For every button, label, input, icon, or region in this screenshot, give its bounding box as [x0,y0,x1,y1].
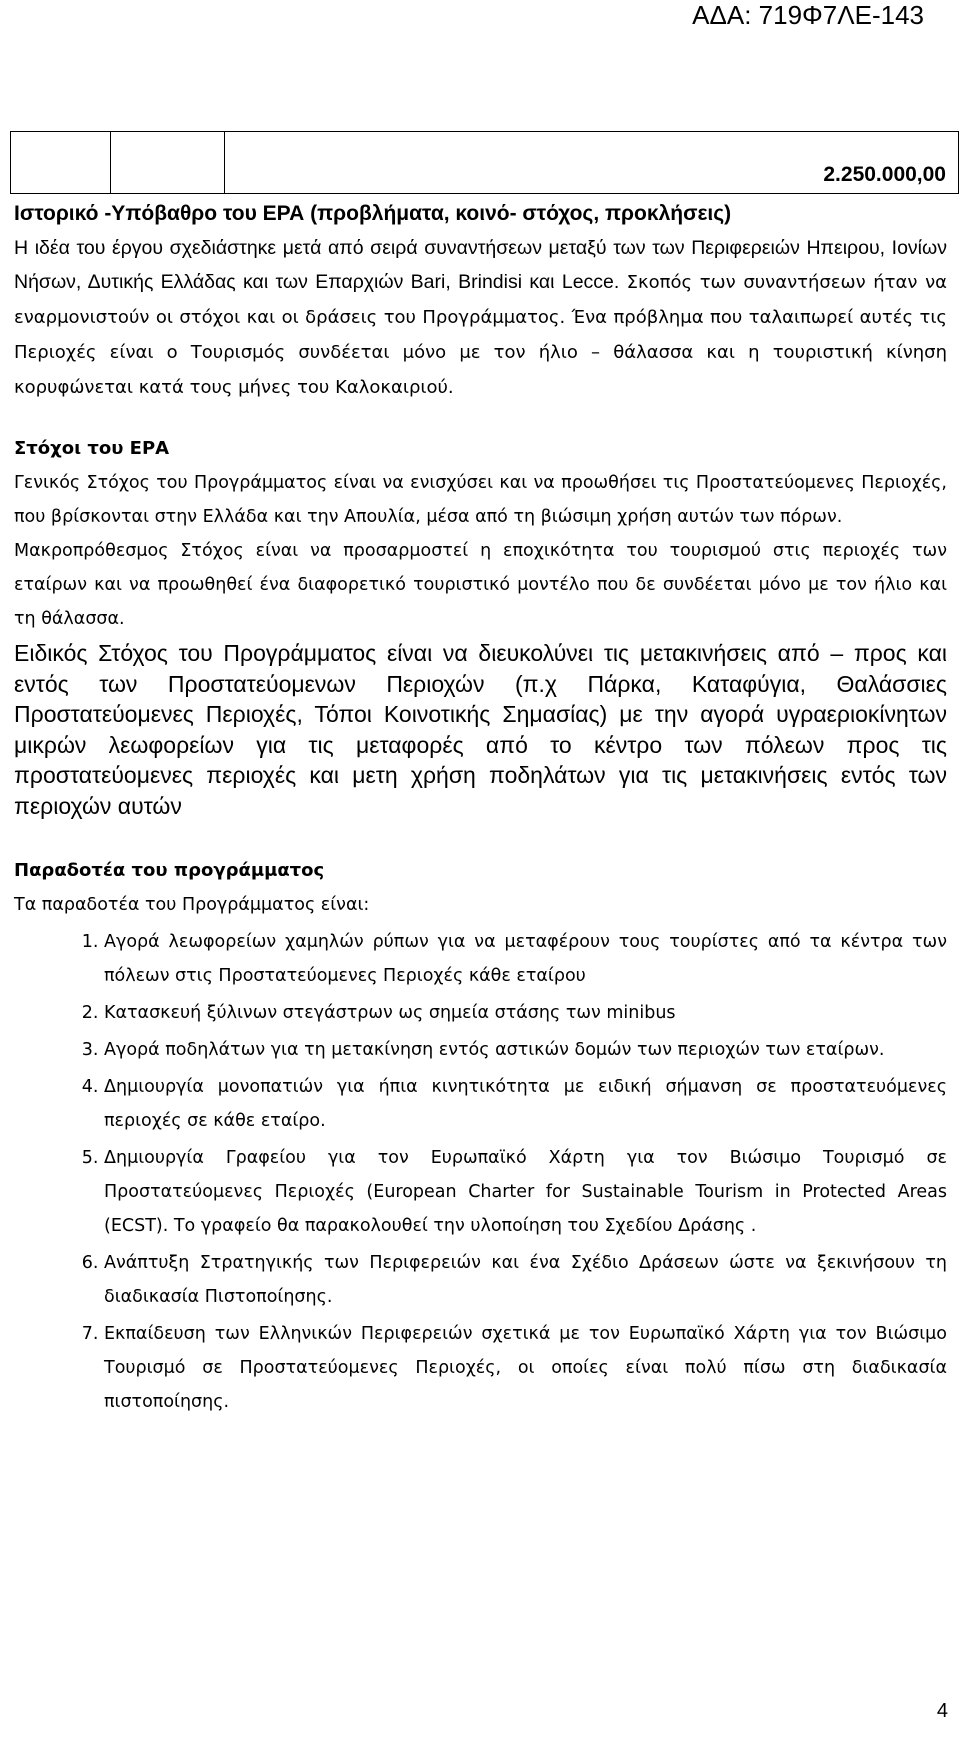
background-text-2: Σκοπός των συναντήσεων ήταν να εναρμονιστούν οι στόχοι και οι δράσεις του Προγράμματος. Ένα πρόβλημα που ταλαιπωρεί αυτές τις Περιοχές είναι ο Τουρισμός συνδέεται μόνο με τον ήλιο – θάλασσα και η τουριστική κίνηση κορυφώνεται κατά τους μήνες του Καλοκαιριού. [14,272,948,398]
list-item: 6. Ανάπτυξη Στρατηγικής των Περιφερειών και ένα Σχέδιο Δράσεων ώστε να ξεκινήσουν τη διαδικασία Πιστοποίησης. [104,1246,947,1314]
table-cell-empty-1 [11,132,111,193]
deliverables-intro: Τα παραδοτέα του Προγράμματος είναι: [14,895,370,915]
general-goal: Γενικός Στόχος του Προγράμματος είναι να ενισχύσει και να προωθήσει τις Προστατεύομενες Περιοχές, που βρίσκονται στην Ελλάδα και την Απουλία, μέσα από τη βιώσιμη χρήση αυτών των πόρων. [14,473,947,527]
budget-table-row [10,131,959,194]
budget-amount: 2.250.000,00 [823,163,946,186]
background-paragraph [14,231,947,405]
table-cell-empty-2 [110,132,225,193]
deliverables-list [14,925,947,1419]
page-number: 4 [936,1700,948,1722]
background-text-1: Η ιδέα του έργου σχεδιάστηκε μετά από σειρά συναντήσεων μεταξύ των των Περιφερειών Ηπειρου, Ιονίων Νήσων, Δυτικής Ελλάδας και των Επαρχιών Bari, Brindisi και Lecce. [14,237,947,293]
list-item: 2. Κατασκευή ξύλινων στεγάστρων ως σημεία στάσης των minibus [104,996,947,1030]
list-item: 7. Εκπαίδευση των Ελληνικών Περιφερειών σχετικά με τον Ευρωπαϊκό Χάρτη για τον Βιώσιμο Τουρισμό σε Προστατεύομενες Περιοχές, οι οποίες είναι πολύ πίσω στη διαδικασία πιστοποίησης. [104,1317,947,1419]
background-title: Ιστορικό -Υπόβαθρο του ΕΡΑ (προβλήματα, κοινό- στόχος, προκλήσεις) [14,202,732,225]
goals-title: Στόχοι του ΕΡΑ [14,438,170,459]
list-item: 4. Δημιουργία μονοπατιών για ήπια κινητικότητα με ειδική σήμανση σε προστατευόμενες περιοχές σε κάθε εταίρο. [104,1070,947,1138]
list-item: 3. Αγορά ποδηλάτων για τη μετακίνηση εντός αστικών δομών των περιοχών των εταίρων. [104,1033,947,1067]
list-item: 1. Αγορά λεωφορείων χαμηλών ρύπων για να μεταφέρουν τους τουρίστες από τα κέντρα των πόλεων στις Προστατεύομενες Περιοχές κάθε εταίρου [104,925,947,993]
long-term-goal: Μακροπρόθεσμος Στόχος είναι να προσαρμοστεί η εποχικότητα του τουρισμού στις περιοχές των εταίρων και να προωθηθεί ένα διαφορετικό τουριστικό μοντέλο που δε συνδέεται μόνο με τον ήλιο και τη θάλασσα. [14,541,947,629]
deliverables-title: Παραδοτέα του προγράμματος [14,860,325,881]
list-item: 5. Δημιουργία Γραφείου για τον Ευρωπαϊκό Χάρτη για τον Βιώσιμο Τουρισμό σε Προστατεύομενες Περιοχές (European Charter for Sustainable Tourism in Protected Areas (ECST). Το γραφείο θα παρακολουθεί την υλοποίηση του Σχεδίου Δράσης . [104,1141,947,1243]
document-body [14,199,947,1422]
ada-code: ΑΔΑ: 719Φ7ΛΕ-143 [692,0,924,30]
specific-goal: Ειδικός Στόχος του Προγράμματος είναι να διευκολύνει τις μετακινήσεις από – προς και εντός των Προστατεύομενων Περιοχών (π.χ Πάρκα, Καταφύγια, Θαλάσσιες Προστατεύομενες Περιοχές, Τόποι Κοινοτικής Σημασίας) με την αγορά υγραεριοκίνητων μικρών λεωφορείων για τις μεταφορές από το κέντρο των πόλεων προς τις προστατεύομενες περιοχές και μετη χρήση ποδηλάτων για τις μετακινήσεις εντός των περιοχών αυτών [14,640,947,819]
